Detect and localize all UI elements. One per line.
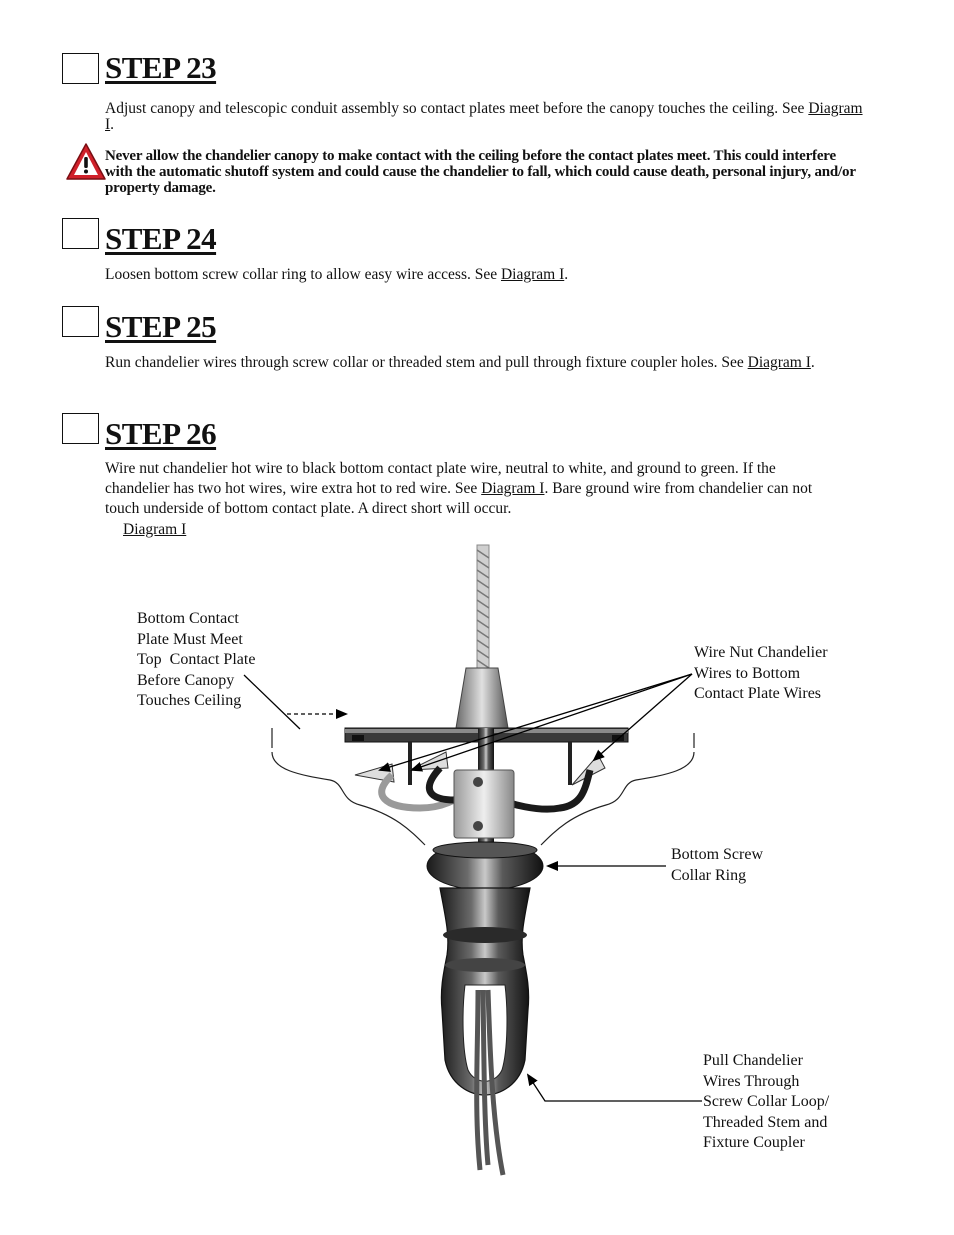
step-26-title: STEP 26 (105, 416, 217, 451)
step-24-text-end: . (564, 266, 569, 283)
diagram-title: Diagram I (123, 521, 187, 538)
callout-line: Top Contact Plate (137, 651, 256, 668)
step-24-text-body: Loosen bottom screw collar ring to allow easy wire access. See (105, 266, 501, 283)
step-25-title: STEP 25 (105, 309, 217, 344)
cone-coupler (456, 668, 508, 728)
callout-pull-wires (703, 1051, 829, 1154)
callout-line: Pull Chandelier (703, 1052, 803, 1069)
fixture-coupler-block (454, 770, 514, 838)
callout-line: Wire Nut Chandelier (694, 644, 828, 661)
callout-collar-ring (671, 845, 763, 886)
step-26-diagram-link[interactable]: Diagram I (481, 480, 545, 497)
step-26-text-body: Wire nut chandelier hot wire to black bottom contact plate wire, neutral to white, and ground to green. If the chandelier has two hot wires, wire extra hot to red wire. See (105, 460, 776, 497)
step-25-text-end: . (810, 354, 815, 371)
callout-line: Fixture Coupler (703, 1134, 805, 1151)
callout-contact-plate (137, 609, 255, 712)
callout-line: Touches Ceiling (137, 692, 242, 709)
callout-line: Bottom Contact (137, 610, 239, 627)
callout-line: Bottom Screw (671, 846, 763, 863)
callout-line: Screw Collar Loop/ (703, 1093, 830, 1110)
step-24-title: STEP 24 (105, 221, 217, 256)
support-cable (477, 545, 489, 670)
step-23-text-body: Adjust canopy and telescopic conduit assembly so contact plates meet before the canopy touches the ceiling. See (105, 100, 809, 117)
callout-line: Contact Plate Wires (694, 685, 822, 702)
warning-text: Never allow the chandelier canopy to make contact with the ceiling before the contact plates meet. This could interfere with the automatic shutoff system and could cause the chandelier to fall, which could cause death, personal injury, and/or property damage. (105, 148, 856, 196)
callout-line: Collar Ring (671, 866, 747, 884)
step-23-text-end: . (110, 116, 115, 133)
callout-wire-nut (694, 643, 828, 705)
step-25-diagram-link[interactable]: Diagram I (747, 354, 811, 371)
callout-line: Threaded Stem and (703, 1113, 828, 1131)
step-23-diagram-link[interactable]: Diagram I (105, 100, 863, 133)
callout-line: Plate Must Meet (137, 630, 243, 648)
callout-line: Before Canopy (137, 671, 235, 689)
callout-line: Wires Through (703, 1072, 800, 1090)
step-23-title: STEP 23 (105, 50, 217, 85)
callout-line: Wires to Bottom (694, 664, 801, 682)
step-26-text-end: . Bare ground wire from chandelier can not touch underside of bottom contact plate. A direct short will occur. (105, 480, 813, 517)
step-25-text-body: Run chandelier wires through screw collar or threaded stem and pull through fixture coupler holes. See (105, 354, 748, 371)
step-24-diagram-link[interactable]: Diagram I (500, 266, 565, 283)
